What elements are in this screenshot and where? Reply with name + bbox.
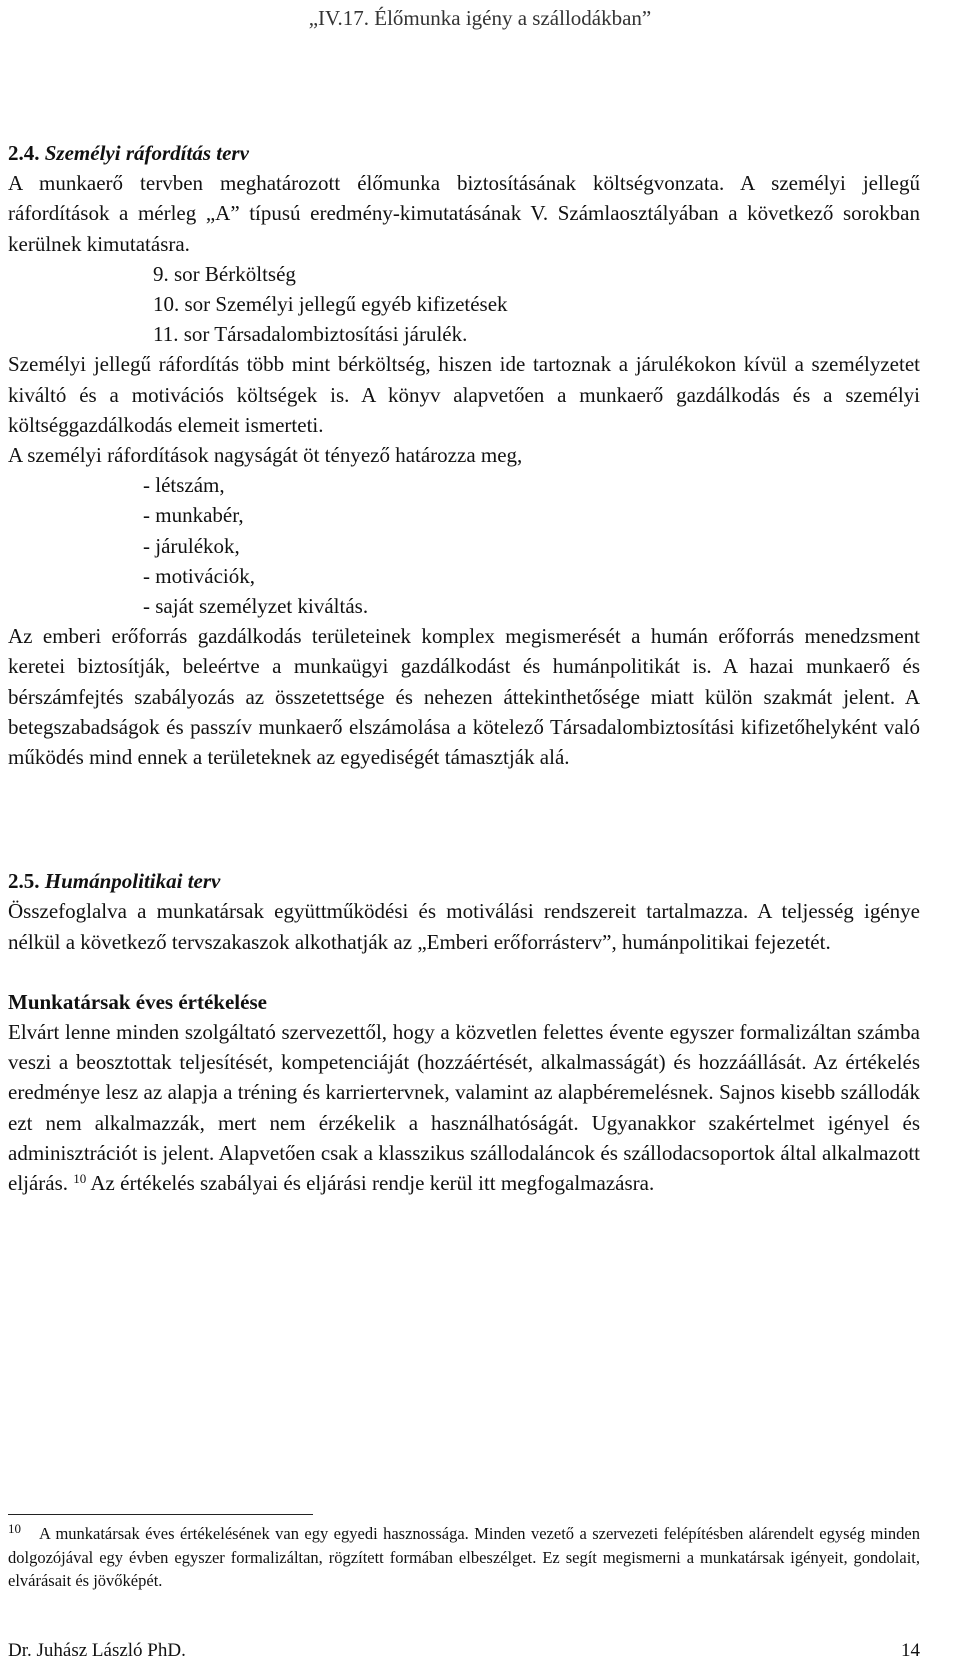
- paragraph-text: Az értékelés szabályai és eljárási rendje kerül itt megfogalmazásra.: [86, 1171, 655, 1196]
- footnote-reference[interactable]: 10: [73, 1171, 87, 1187]
- section-title: Személyi ráfordítás terv: [44, 141, 249, 165]
- factor-item: - motivációk,: [143, 563, 255, 588]
- section-number: 2.4.: [8, 141, 40, 165]
- row-item: 10. sor Személyi jellegű egyéb kifizetések: [153, 292, 508, 317]
- section-heading-2-5: [8, 866, 920, 896]
- factors-intro: A személyi ráfordítások nagyságát öt tényező határozza meg,: [8, 443, 523, 468]
- main-content: [8, 138, 920, 1198]
- paragraph-text: Elvárt lenne minden szolgáltató szervezettől, hogy a közvetlen felettes évente egyszer formalizáltan számba veszi a beosztottak teljesítését, kompetenciáját (hozzáértését, alkalmasságát) és hozzáállását. Az értékelés eredménye lesz az alapja a tréning és karriertervnek, valamint az alapbéremelésnek. Sajnos kisebb szállodák ezt nem alkalmazzák, mert nem érzékelik a használhatóságát. Ugyanakkor szakértelmet igényel és adminisztrációt is jelent. Alapvetően csak a klasszikus szállodaláncok és szállodacsoportok által alkalmazott eljárás.: [8, 1020, 920, 1196]
- factor-item: - létszám,: [143, 473, 225, 498]
- footnote-text: A munkatársak éves értékelésének van egy egyedi hasznossága. Minden vezető a szervezeti felépítésben alárendelt egység minden dolgozójával egy évben egyszer formalizáltan, rögzített formában elbeszélget. Ez segít megismerni a munkatársak igényeit, gondolait, elvárásait és jövőképét.: [8, 1524, 920, 1590]
- footer-author: Dr. Juhász László PhD.: [8, 1640, 186, 1661]
- row-item: 9. sor Bérköltség: [153, 261, 296, 286]
- factor-item: - járulékok,: [143, 533, 240, 558]
- footnote-separator: [8, 1514, 313, 1515]
- section-heading-2-4: [8, 138, 920, 168]
- page-footer: [8, 1640, 920, 1662]
- page-number: 14: [901, 1640, 920, 1661]
- section-intro-paragraph: A munkaerő tervben meghatározott élőmunka biztosításának költségvonzata. A személyi jellegű ráfordítások a mérleg „A” típusú eredmény-kimutatásának V. Számlaosztályában a következő sorokban kerülnek kimutatásra.: [8, 171, 920, 256]
- section-number: 2.5.: [8, 869, 40, 894]
- footnote-number: 10: [8, 1521, 21, 1536]
- row-item: 11. sor Társadalombiztosítási járulék.: [153, 322, 468, 347]
- paragraph: Összefoglalva a munkatársak együttműködési és motiválási rendszereit tartalmazza. A teljesség igénye nélkül a következő tervszakaszok alkothatják az „Emberi erőforrásterv”, humánpolitikai fejezetét.: [8, 899, 920, 954]
- paragraph: [8, 1017, 920, 1198]
- footnote: [8, 1522, 920, 1593]
- paragraph: Az emberi erőforrás gazdálkodás területeinek komplex megismerését a humán erőforrás menedzsment keretei biztosítják, beleértve a munkaügyi gazdálkodást és humánpolitikát is. A hazai munkaerő és bérszámfejtés szabályozás az összetettsége és nehezen áttekinthetősége miatt külön szakmát jelent. A betegszabadságok és passzív munkaerő elszámolása a kötelező Társadalombiztosítási kifizetőhelyként való működés mind ennek a területeknek az egyediségét támasztják alá.: [8, 624, 920, 770]
- section-title: Humánpolitikai terv: [44, 869, 221, 894]
- running-header: „IV.17. Élőmunka igény a szállodákban”: [308, 6, 652, 30]
- subsection-heading: Munkatársak éves értékelése: [8, 989, 267, 1014]
- factor-item: - munkabér,: [143, 503, 244, 528]
- paragraph: Személyi jellegű ráfordítás több mint bérköltség, hiszen ide tartoznak a járulékokon kívül a személyzetet kiváltó és a motivációs költségek is. A könyv alapvetően a munkaerő gazdálkodás és a személyi költséggazdálkodás elemeit ismerteti.: [8, 352, 920, 437]
- factor-item: - saját személyzet kiváltás.: [143, 594, 369, 619]
